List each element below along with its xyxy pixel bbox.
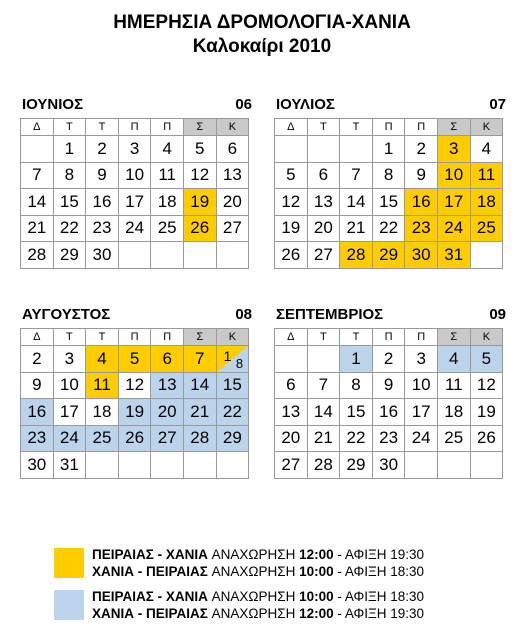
day-cell: 18 [438, 399, 471, 426]
month-name: ΙΟΥΝΙΟΣ [22, 96, 84, 113]
day-cell: 24 [54, 426, 87, 453]
arrival-info: - ΑΦΙΞΗ 19:30 [337, 606, 425, 621]
day-cell: 27 [217, 216, 250, 243]
day-cell: 28 [184, 426, 217, 453]
week-row [275, 399, 503, 426]
day-cell: 29 [54, 242, 87, 269]
day-cell: 31 [438, 242, 471, 269]
day-cell: 16 [21, 399, 54, 426]
day-cell: 6 [275, 373, 308, 400]
empty-cell [184, 452, 217, 479]
weekday-label: Σ [184, 329, 217, 346]
day-cell: 26 [119, 426, 152, 453]
empty-cell [119, 452, 152, 479]
week-row [21, 373, 249, 400]
day-cell: 30 [373, 452, 406, 479]
day-cell: 2 [86, 136, 119, 163]
week-row [275, 426, 503, 453]
day-cell: 15 [217, 373, 250, 400]
route-label: ΧΑΝΙΑ - ΠΕΙΡΑΙΑΣ [92, 564, 212, 579]
month-calendar [20, 96, 252, 264]
day-cell: 24 [119, 216, 152, 243]
day-cell: 17 [438, 189, 471, 216]
day-cell: 10 [54, 373, 87, 400]
day-cell: 5 [119, 346, 152, 373]
legend-swatch [54, 548, 84, 578]
weekday-label: Δ [21, 119, 54, 136]
day-cell: 20 [217, 189, 250, 216]
day-cell: 26 [471, 426, 504, 453]
empty-cell [275, 136, 308, 163]
weekday-label: Κ [217, 329, 250, 346]
day-cell: 6 [151, 346, 184, 373]
month-calendar [274, 306, 506, 474]
weekday-label: Σ [184, 119, 217, 136]
day-cell: 12 [184, 163, 217, 190]
day-cell: 23 [86, 216, 119, 243]
month-name: ΑΥΓΟΥΣΤΟΣ [22, 306, 111, 323]
day-cell: 29 [373, 242, 406, 269]
day-cell: 25 [471, 216, 504, 243]
week-row [275, 163, 503, 190]
day-cell: 30 [86, 242, 119, 269]
empty-cell [438, 452, 471, 479]
day-cell: 13 [308, 189, 341, 216]
empty-cell [151, 242, 184, 269]
day-cell: 4 [151, 136, 184, 163]
legend-line [92, 546, 424, 563]
day-cell: 14 [340, 189, 373, 216]
day-cell: 28 [308, 452, 341, 479]
day-cell: 22 [54, 216, 87, 243]
day-cell: 2 [21, 346, 54, 373]
empty-cell [119, 242, 152, 269]
empty-cell [86, 452, 119, 479]
weekday-header-row [275, 119, 503, 136]
empty-cell [21, 136, 54, 163]
day-cell: 22 [217, 399, 250, 426]
day-cell: 20 [275, 426, 308, 453]
departure-time: 12:00 [299, 547, 338, 562]
weekday-label: Τ [308, 119, 341, 136]
weekday-label: Σ [438, 329, 471, 346]
weekday-label: Τ [340, 329, 373, 346]
day-cell: 24 [438, 216, 471, 243]
day-cell: 16 [86, 189, 119, 216]
weekday-label: Τ [54, 119, 87, 136]
weekday-label: Π [373, 329, 406, 346]
route-label: ΧΑΝΙΑ - ΠΕΙΡΑΙΑΣ [92, 606, 212, 621]
weekday-label: Τ [86, 329, 119, 346]
page-subtitle: Καλοκαίρι 2010 [192, 36, 332, 57]
day-cell: 25 [151, 216, 184, 243]
day-cell: 13 [275, 399, 308, 426]
weekday-label: Δ [275, 329, 308, 346]
day-cell: 3 [54, 346, 87, 373]
legend-line [92, 605, 424, 622]
empty-cell [217, 452, 250, 479]
weekday-label: Σ [438, 119, 471, 136]
day-cell: 9 [405, 163, 438, 190]
day-cell: 21 [308, 426, 341, 453]
weekday-label: Κ [217, 119, 250, 136]
month-number: 08 [235, 306, 252, 323]
day-cell: 23 [405, 216, 438, 243]
day-cell: 13 [217, 163, 250, 190]
month-number: 06 [235, 96, 252, 113]
empty-cell [340, 136, 373, 163]
day-cell: 18 [151, 189, 184, 216]
day-cell: 16 [405, 189, 438, 216]
day-cell: 30 [21, 452, 54, 479]
arrival-info: - ΑΦΙΞΗ 19:30 [337, 547, 425, 562]
day-cell: 5 [471, 346, 504, 373]
empty-cell [471, 242, 504, 269]
week-row [21, 189, 249, 216]
day-cell: 7 [21, 163, 54, 190]
day-cell: 4 [86, 346, 119, 373]
day-cell: 10 [405, 373, 438, 400]
day-cell [217, 346, 250, 373]
weekday-label: Π [151, 119, 184, 136]
weekday-header-row [21, 119, 249, 136]
day-cell: 15 [54, 189, 87, 216]
week-row [21, 216, 249, 243]
week-row [275, 242, 503, 269]
day-cell: 26 [184, 216, 217, 243]
week-row [21, 242, 249, 269]
day-cell: 4 [438, 346, 471, 373]
day-cell: 5 [275, 163, 308, 190]
weekday-label: Π [405, 119, 438, 136]
day-cell: 22 [373, 216, 406, 243]
day-cell: 30 [405, 242, 438, 269]
day-cell: 21 [340, 216, 373, 243]
empty-cell [217, 242, 250, 269]
weekday-label: Π [119, 119, 152, 136]
week-row [275, 216, 503, 243]
day-cell: 3 [405, 346, 438, 373]
legend-line [92, 563, 424, 580]
day-cell: 9 [21, 373, 54, 400]
day-cell: 14 [308, 399, 341, 426]
departure-label: ΑΝΑΧΩΡΗΣΗ [211, 547, 300, 562]
day-cell: 13 [151, 373, 184, 400]
month-calendar [20, 306, 252, 474]
route-label: ΠΕΙΡΑΙΑΣ - ΧΑΝΙΑ [92, 547, 212, 562]
day-cell: 8 [54, 163, 87, 190]
week-row [275, 452, 503, 479]
week-row [21, 452, 249, 479]
week-row [21, 399, 249, 426]
day-cell: 24 [405, 426, 438, 453]
day-cell: 27 [275, 452, 308, 479]
week-row [21, 136, 249, 163]
arrival-info: - ΑΦΙΞΗ 18:30 [337, 589, 425, 604]
month-number: 07 [489, 96, 506, 113]
day-cell: 27 [151, 426, 184, 453]
day-cell: 7 [184, 346, 217, 373]
day-cell: 21 [184, 399, 217, 426]
weekday-label: Κ [471, 119, 504, 136]
day-cell: 12 [471, 373, 504, 400]
weekday-header-row [275, 329, 503, 346]
week-row [275, 136, 503, 163]
month-grid [274, 328, 503, 479]
day-cell: 9 [86, 163, 119, 190]
day-cell: 29 [217, 426, 250, 453]
weekday-label: Τ [308, 329, 341, 346]
arrival-info: - ΑΦΙΞΗ 18:30 [337, 564, 425, 579]
day-cell: 27 [308, 242, 341, 269]
month-grid [274, 118, 503, 269]
day-cell: 7 [340, 163, 373, 190]
day-cell: 23 [21, 426, 54, 453]
day-cell: 31 [54, 452, 87, 479]
day-cell: 10 [438, 163, 471, 190]
day-cell: 25 [438, 426, 471, 453]
day-cell: 11 [151, 163, 184, 190]
day-cell: 1 [373, 136, 406, 163]
empty-cell [308, 136, 341, 163]
weekday-label: Τ [54, 329, 87, 346]
page-title: ΗΜΕΡΗΣΙΑ ΔΡΟΜΟΛΟΓΙΑ-ΧΑΝΙΑ [113, 12, 411, 33]
month-header [20, 306, 252, 324]
day-cell: 25 [86, 426, 119, 453]
legend-line [92, 588, 424, 605]
weekday-label: Κ [471, 329, 504, 346]
empty-cell [405, 452, 438, 479]
day-cell: 18 [471, 189, 504, 216]
day-cell: 28 [21, 242, 54, 269]
day-cell: 26 [275, 242, 308, 269]
day-cell: 3 [438, 136, 471, 163]
month-calendar [274, 96, 506, 264]
month-header [20, 96, 252, 114]
empty-cell [471, 452, 504, 479]
week-row [21, 426, 249, 453]
day-cell: 22 [340, 426, 373, 453]
day-cell: 6 [217, 136, 250, 163]
day-cell: 29 [340, 452, 373, 479]
day-cell: 28 [340, 242, 373, 269]
route-label: ΠΕΙΡΑΙΑΣ - ΧΑΝΙΑ [92, 589, 212, 604]
weekday-label: Π [405, 329, 438, 346]
day-cell: 11 [86, 373, 119, 400]
day-cell: 11 [471, 163, 504, 190]
day-number: 1 [223, 348, 232, 364]
day-cell: 18 [86, 399, 119, 426]
day-cell: 19 [471, 399, 504, 426]
week-row [21, 346, 249, 373]
legend-text [92, 546, 424, 580]
month-grid [20, 328, 249, 479]
day-cell: 7 [308, 373, 341, 400]
day-cell: 12 [275, 189, 308, 216]
weekday-label: Π [151, 329, 184, 346]
empty-cell [275, 346, 308, 373]
day-cell: 17 [119, 189, 152, 216]
day-cell: 2 [373, 346, 406, 373]
week-row [275, 189, 503, 216]
day-cell: 17 [405, 399, 438, 426]
week-row [275, 346, 503, 373]
day-cell: 8 [340, 373, 373, 400]
day-cell: 12 [119, 373, 152, 400]
empty-cell [184, 242, 217, 269]
day-cell: 19 [275, 216, 308, 243]
weekday-label: Π [119, 329, 152, 346]
day-cell: 14 [21, 189, 54, 216]
day-cell: 10 [119, 163, 152, 190]
day-cell: 21 [21, 216, 54, 243]
day-cell: 23 [373, 426, 406, 453]
legend-text [92, 588, 424, 622]
weekday-header-row [21, 329, 249, 346]
month-name: ΙΟΥΛΙΟΣ [276, 96, 335, 113]
day-cell: 8 [373, 163, 406, 190]
departure-label: ΑΝΑΧΩΡΗΣΗ [211, 589, 300, 604]
departure-time: 12:00 [299, 606, 338, 621]
day-cell: 1 [340, 346, 373, 373]
day-cell: 5 [184, 136, 217, 163]
month-grid [20, 118, 249, 269]
weekday-label: Δ [21, 329, 54, 346]
departure-label: ΑΝΑΧΩΡΗΣΗ [211, 606, 300, 621]
day-cell: 20 [151, 399, 184, 426]
day-cell: 20 [308, 216, 341, 243]
day-cell: 2 [405, 136, 438, 163]
day-number: 8 [235, 355, 244, 371]
departure-time: 10:00 [299, 589, 338, 604]
day-cell: 19 [119, 399, 152, 426]
weekday-label: Π [373, 119, 406, 136]
weekday-label: Δ [275, 119, 308, 136]
legend-swatch [54, 590, 84, 620]
day-cell: 9 [373, 373, 406, 400]
week-row [275, 373, 503, 400]
empty-cell [151, 452, 184, 479]
day-cell: 4 [471, 136, 504, 163]
day-cell: 6 [308, 163, 341, 190]
departure-time: 10:00 [299, 564, 338, 579]
day-cell: 15 [373, 189, 406, 216]
month-name: ΣΕΠΤΕΜΒΡΙΟΣ [276, 306, 384, 323]
day-cell: 15 [340, 399, 373, 426]
empty-cell [308, 346, 341, 373]
month-number: 09 [489, 306, 506, 323]
day-cell: 19 [184, 189, 217, 216]
month-header [274, 96, 506, 114]
week-row [21, 163, 249, 190]
weekday-label: Τ [340, 119, 373, 136]
day-cell: 17 [54, 399, 87, 426]
month-header [274, 306, 506, 324]
day-cell: 11 [438, 373, 471, 400]
day-cell: 14 [184, 373, 217, 400]
day-cell: 3 [119, 136, 152, 163]
day-cell: 16 [373, 399, 406, 426]
weekday-label: Τ [86, 119, 119, 136]
day-cell: 1 [54, 136, 87, 163]
departure-label: ΑΝΑΧΩΡΗΣΗ [211, 564, 300, 579]
